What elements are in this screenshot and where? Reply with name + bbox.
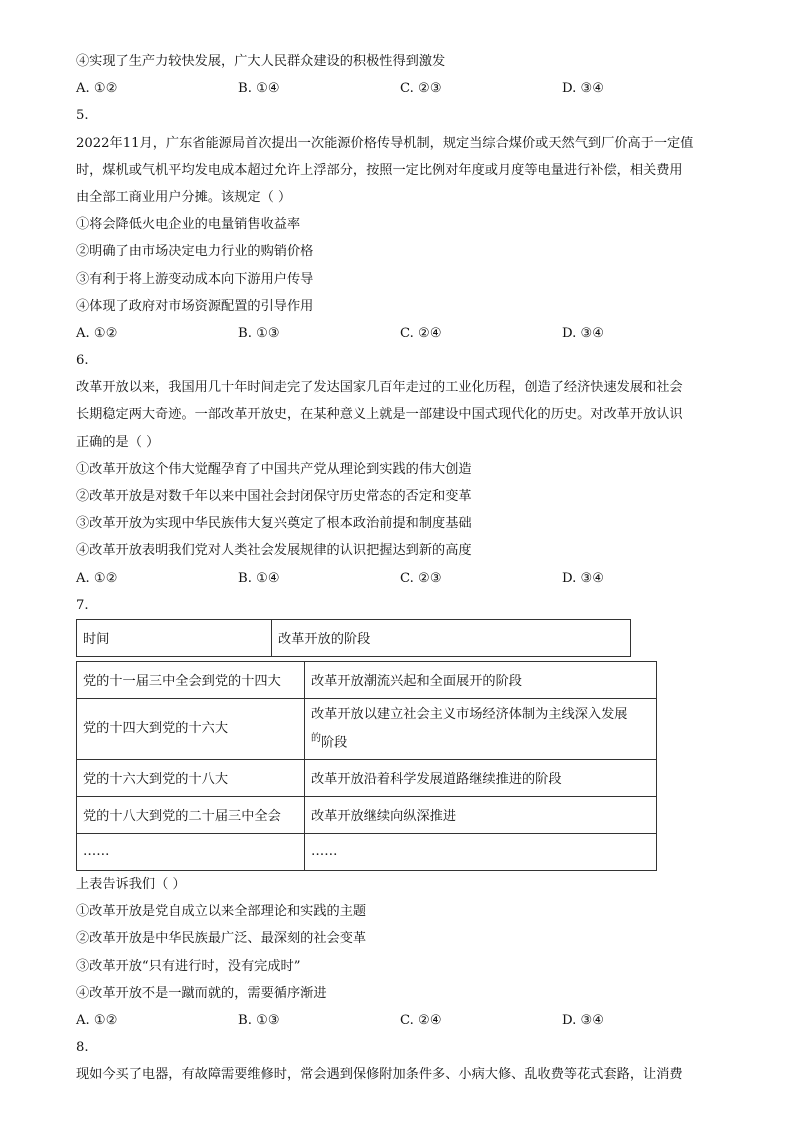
q7-option-d[interactable]: D. ③④ [562,1012,605,1028]
table-cell-stage [305,698,657,759]
header-cell-stage: 改革开放的阶段 [272,619,631,656]
q6-number: 6. [76,353,89,369]
table-row [77,759,657,796]
q6-option-c[interactable]: C. ②③ [400,570,442,586]
q8-number: 8. [76,1040,89,1056]
exam-page [76,48,724,1088]
q4-option-c[interactable]: C. ②③ [400,81,442,97]
q5-item-3: ③有利于将上游变动成本向下游用户传导 [76,271,314,287]
table-row [77,796,657,833]
q6-stem-line: 改革开放以来，我国用几十年时间走完了发达国家几百年走过的工业化历程，创造了经济快速发展和社会 [76,380,683,396]
table-cell-stage: 改革开放潮流兴起和全面展开的阶段 [305,661,657,698]
q7-table-header [76,619,631,657]
table-row [77,698,657,759]
q7-table [76,661,657,871]
q7-item-3: ③改革开放“只有进行时，没有完成时” [76,958,301,974]
table-cell-stage: 改革开放继续向纵深推进 [305,796,657,833]
q6-item-4: ④改革开放表明我们党对人类社会发展规律的认识把握达到新的高度 [76,543,472,559]
q7-options [76,1007,724,1034]
q7-stem: 上表告诉我们（ ） [76,876,186,892]
table-cell-stage-line: $^的$阶段 [311,732,348,751]
table-row [77,833,657,870]
q7-option-c[interactable]: C. ②④ [400,1012,442,1028]
q6-stem-line: 长期稳定两大奇迹。一部改革开放史，在某种意义上就是一部建设中国式现代化的历史。对改革开放认识 [76,407,683,423]
q5-option-a[interactable]: A. ①② [76,325,118,341]
q5-option-b[interactable]: B. ①③ [238,325,280,341]
table-cell-stage: 改革开放沿着科学发展道路继续推进的阶段 [305,759,657,796]
q5-stem-line: 2022年11月，广东省能源局首次提出一次能源价格传导机制，规定当综合煤价或天然气到厂价高于一定值 [76,135,694,151]
q5-stem-line: 时，煤机或气机平均发电成本超过允许上浮部分，按照一定比例对年度或月度等电量进行补偿，相关费用 [76,162,683,178]
table-row [77,661,657,698]
header-cell-time: 时间 [77,619,272,656]
q5-option-d[interactable]: D. ③④ [562,325,605,341]
q5-item-4: ④体现了政府对市场资源配置的引导作用 [76,298,314,314]
table-cell-time: …… [77,833,305,870]
q8-stem-line: 现如今买了电器，有故障需要维修时，常会遇到保修附加条件多、小病大修、乱收费等花式套路，让消费 [76,1067,683,1083]
table-cell-stage-line: 改革开放以建立社会主义市场经济体制为主线深入发展 [311,706,628,722]
q4-option-d[interactable]: D. ③④ [562,81,605,97]
table-cell-time: 党的十一届三中全会到党的十四大 [77,661,305,698]
q5-item-2: ②明确了由市场决定电力行业的购销价格 [76,244,314,260]
q7-item-4: ④改革开放不是一蹴而就的，需要循序渐进 [76,985,327,1001]
q7-item-1: ①改革开放是党自成立以来全部理论和实践的主题 [76,904,367,920]
q5-number: 5. [76,108,89,124]
q4-item-4: ④实现了生产力较快发展，广大人民群众建设的积极性得到激发 [76,54,446,69]
q6-options [76,565,724,592]
q6-item-1: ①改革开放这个伟大觉醒孕育了中国共产党从理论到实践的伟大创造 [76,461,472,477]
q6-item-2: ②改革开放是对数千年以来中国社会封闭保守历史常态的否定和变革 [76,489,472,504]
q7-option-a[interactable]: A. ①② [76,1012,118,1028]
table-cell-stage: …… [305,833,657,870]
q6-stem-line: 正确的是（ ） [76,434,160,450]
q5-stem-line: 由全部工商业用户分摊。该规定（ ） [76,189,292,205]
q6-option-b[interactable]: B. ①④ [238,570,280,586]
q5-option-c[interactable]: C. ②④ [400,325,442,341]
table-cell-time: 党的十六大到党的十八大 [77,759,305,796]
q7-item-2: ②改革开放是中华民族最广泛、最深刻的社会变革 [76,931,367,947]
q6-option-a[interactable]: A. ①② [76,570,118,586]
q4-option-a[interactable]: A. ①② [76,81,118,97]
q5-item-1: ①将会降低火电企业的电量销售收益率 [76,217,301,233]
table-cell-time: 党的十四大到党的十六大 [77,698,305,759]
table-cell-time: 党的十八大到党的二十届三中全会 [77,796,305,833]
q4-options [76,75,724,102]
q5-options [76,320,724,347]
q4-option-b[interactable]: B. ①④ [238,81,280,97]
q6-option-d[interactable]: D. ③④ [562,570,605,586]
q7-number: 7. [76,597,89,613]
q7-option-b[interactable]: B. ①③ [238,1012,280,1028]
q6-item-3: ③改革开放为实现中华民族伟大复兴奠定了根本政治前提和制度基础 [76,516,472,532]
